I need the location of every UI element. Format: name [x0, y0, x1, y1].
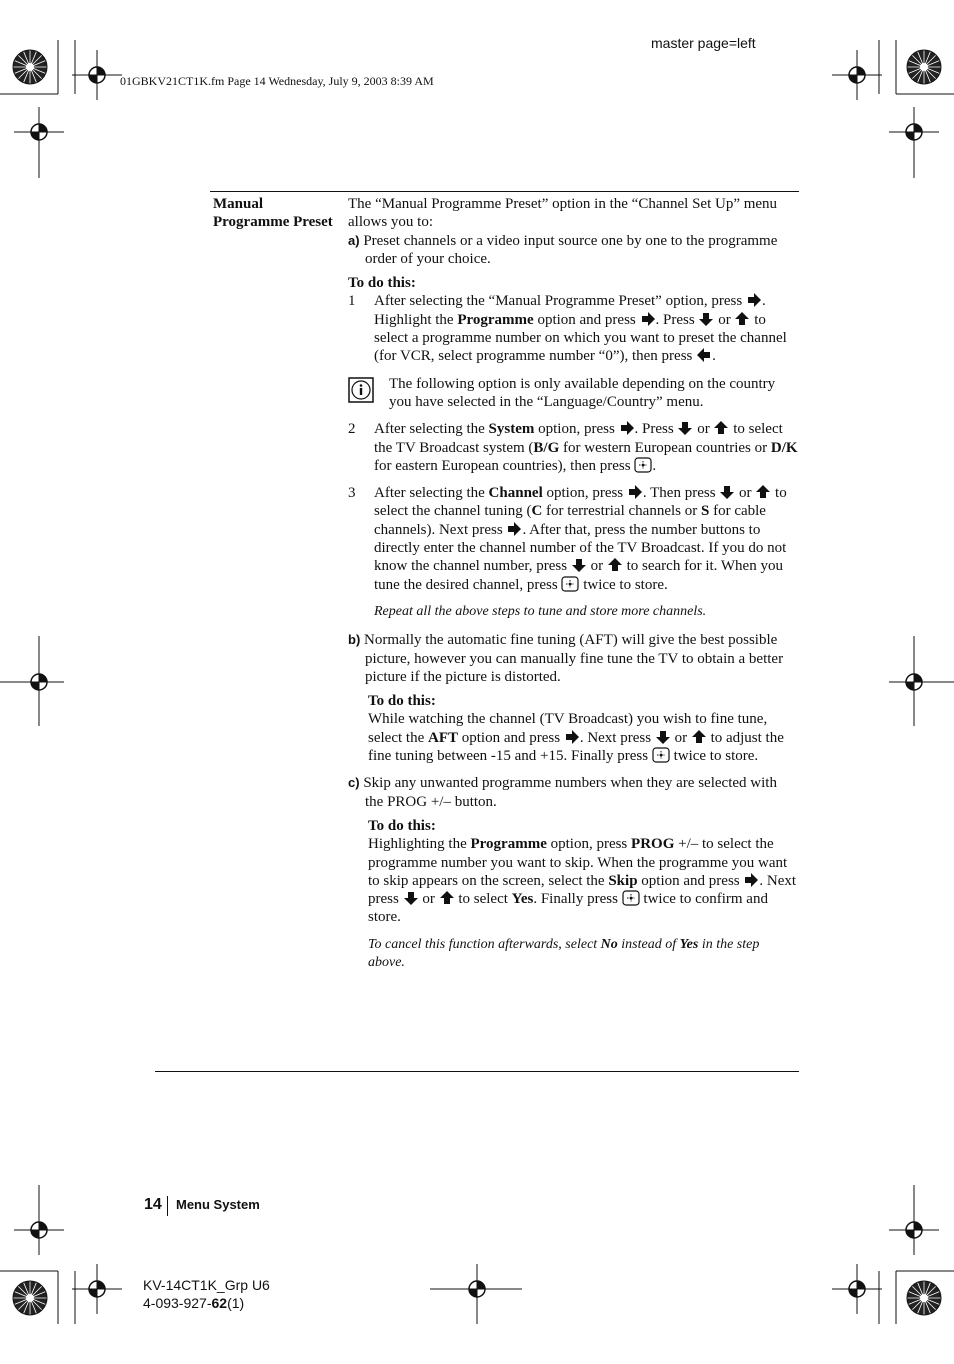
arrow-right-icon: [746, 292, 762, 308]
key-term: S: [700, 503, 710, 520]
step-text: . After that, press the number buttons to directly enter the channel number of the TV Broadcast. If you do not know the channel number, press: [374, 521, 787, 575]
ok-button-icon: [652, 747, 670, 763]
section-name: Menu System: [176, 1197, 260, 1212]
repeat-note: Repeat all the above steps to tune and store more channels.: [374, 603, 707, 619]
arrow-right-icon: [743, 872, 759, 888]
arrow-right-icon: [506, 521, 522, 537]
step-text: . Finally press: [533, 891, 618, 908]
step-text: While watching the channel (TV Broadcast) you wish to fine tune, select the: [368, 711, 768, 746]
step-text: or: [718, 311, 731, 328]
arrow-down-icon: [698, 311, 714, 327]
step-text: . Then press: [642, 485, 716, 502]
step-text: After selecting the “Manual Programme Preset” option, press: [374, 293, 743, 310]
registration-mark-icon: [72, 1264, 122, 1314]
key-term: Channel: [488, 485, 543, 502]
step-text: to select the channel tuning (: [374, 485, 787, 520]
step-text: . Next press: [368, 872, 797, 908]
step-text: .: [712, 348, 716, 365]
step-text: twice to store.: [673, 748, 759, 765]
step-text: option, press: [550, 836, 628, 853]
item-b-label: b): [348, 632, 361, 648]
file-info-line: 01GBKV21CT1K.fm Page 14 Wednesday, July 9, 2003 8:39 AM: [120, 74, 434, 88]
arrow-right-icon: [564, 729, 580, 745]
info-note: [348, 375, 798, 412]
arrow-right-icon: [640, 311, 656, 327]
to-do-heading: To do this:: [368, 693, 436, 710]
key-term: C: [531, 503, 543, 520]
model-code-block: [143, 1276, 270, 1312]
arrow-right-icon: [619, 420, 635, 436]
bottom-rule: [155, 1071, 799, 1072]
step-text: to search for it. When you tune the desired channel, press: [374, 558, 783, 593]
registration-mark-icon: [72, 50, 122, 100]
item-c-label: c): [348, 775, 360, 791]
step-number: 3: [348, 485, 356, 502]
step-text: for western European countries or: [563, 439, 768, 456]
ok-button-icon: [622, 890, 640, 906]
key-term: AFT: [427, 729, 458, 746]
key-term: B/G: [533, 439, 560, 456]
key-term: Programme: [470, 836, 547, 853]
part-number-suffix: (1): [227, 1295, 245, 1311]
step-text: option and press: [461, 729, 561, 746]
key-term: System: [488, 421, 535, 438]
note-text: in the step above.: [368, 936, 760, 970]
starburst-target-icon: [907, 50, 941, 84]
step-text: +/– to select the programme number you want to skip. When the programme you want to skip appears on the screen, select the: [368, 836, 788, 889]
starburst-target-icon: [907, 1281, 941, 1315]
step-text: or: [697, 421, 710, 438]
key-term: Yes: [511, 891, 534, 908]
arrow-up-icon: [439, 890, 455, 906]
arrow-up-icon: [755, 484, 771, 500]
step-1: [348, 292, 798, 365]
part-number: [143, 1294, 270, 1312]
arrow-down-icon: [655, 729, 671, 745]
step-text: to select the TV Broadcast system (: [374, 421, 783, 456]
ok-button-icon: [561, 576, 579, 592]
item-b-instructions: [368, 710, 798, 765]
item-c-instructions: [368, 835, 798, 926]
step-text: for cable channels). Next press: [374, 503, 766, 538]
key-term: No: [600, 936, 618, 952]
starburst-target-icon: [13, 50, 47, 84]
term-label: Manual Programme Preset: [213, 196, 333, 230]
footer-divider: [167, 1196, 168, 1216]
info-note-icon: [348, 377, 374, 403]
cancel-note: [368, 936, 798, 973]
starburst-target-icon: [13, 1281, 47, 1315]
arrow-down-icon: [571, 557, 587, 573]
step-text: .: [652, 457, 657, 474]
description-body: [348, 195, 798, 972]
step-text: to select: [458, 891, 508, 908]
step-text: or: [674, 729, 688, 746]
step-text: for eastern European countries), then press: [374, 457, 631, 474]
step-text: option and press: [537, 311, 636, 328]
item-c-text: Skip any unwanted programme numbers when they are selected with the PROG +/– button.: [363, 775, 777, 810]
step-number: 1: [348, 293, 356, 310]
master-page-label: master page=left: [651, 35, 756, 51]
arrow-up-icon: [607, 557, 623, 573]
arrow-up-icon: [713, 420, 729, 436]
part-number-bold: 62: [211, 1295, 228, 1311]
model-code: KV-14CT1K_Grp U6: [143, 1277, 270, 1293]
arrow-right-icon: [627, 484, 643, 500]
step-text: twice to store.: [583, 576, 668, 593]
step-text: . Next press: [579, 729, 652, 746]
page-number: 14: [144, 1196, 162, 1213]
step-text: Highlighting the: [368, 836, 467, 853]
item-a-label: a): [348, 232, 360, 248]
step-text: . Press: [634, 421, 674, 438]
step-text: to adjust the fine tuning between -15 and +15. Finally press: [368, 729, 784, 765]
step-text: option, press: [546, 485, 624, 502]
step-text: or: [739, 485, 752, 502]
step-text: to select a programme number on which you want to preset the channel (for VCR, select programme number “0”), then press: [374, 311, 787, 365]
arrow-down-icon: [677, 420, 693, 436]
note-text: instead of: [621, 936, 677, 952]
key-term: PROG: [631, 836, 675, 853]
key-term: Programme: [457, 311, 534, 328]
step-text: for terrestrial channels or: [546, 503, 698, 520]
step-2: [348, 420, 798, 475]
arrow-down-icon: [403, 890, 419, 906]
item-b: [348, 631, 798, 686]
note-text: To cancel this function afterwards, select: [368, 936, 598, 952]
to-do-heading: To do this:: [348, 275, 416, 292]
arrow-up-icon: [691, 729, 707, 745]
intro-text: The “Manual Programme Preset” option in the “Channel Set Up” menu allows you to:: [348, 196, 778, 231]
step-text: option and press: [641, 872, 740, 889]
key-term: Yes: [679, 936, 699, 952]
step-text: . Press: [655, 311, 695, 328]
registration-mark-icon: [832, 1264, 882, 1314]
to-do-heading: To do this:: [368, 817, 436, 834]
step-text: twice to confirm and store.: [368, 891, 768, 926]
step-number: 2: [348, 421, 356, 438]
item-a-text: Preset channels or a video input source one by one to the programme order of your choice.: [363, 232, 778, 267]
key-term: Skip: [608, 872, 638, 889]
step-text: . Highlight the: [374, 293, 766, 328]
part-number-prefix: 4-093-927-: [143, 1295, 212, 1311]
registration-mark-icon: [832, 50, 882, 100]
item-b-steps: [348, 692, 798, 765]
item-c: [348, 774, 798, 811]
step-text: or: [422, 891, 435, 908]
key-term: D/K: [770, 439, 798, 456]
item-b-text: Normally the automatic fine tuning (AFT) will give the best possible picture, however you can manually fine tune the TV to obtain a better picture if the picture is distorted.: [364, 632, 784, 685]
ok-button-icon: [634, 457, 652, 473]
step-3: [348, 484, 798, 594]
step-text: or: [590, 558, 604, 575]
top-rule: [210, 191, 799, 192]
arrow-up-icon: [734, 311, 750, 327]
arrow-down-icon: [719, 484, 735, 500]
arrow-left-icon: [696, 347, 712, 363]
step-text: After selecting the: [374, 421, 485, 438]
item-c-steps: [348, 817, 798, 972]
item-a: [348, 232, 798, 269]
step-text: option, press: [538, 421, 615, 438]
note-text: The following option is only available depending on the country you have selected in the “Language/Country” menu.: [389, 375, 776, 410]
step-text: After selecting the: [374, 485, 485, 502]
